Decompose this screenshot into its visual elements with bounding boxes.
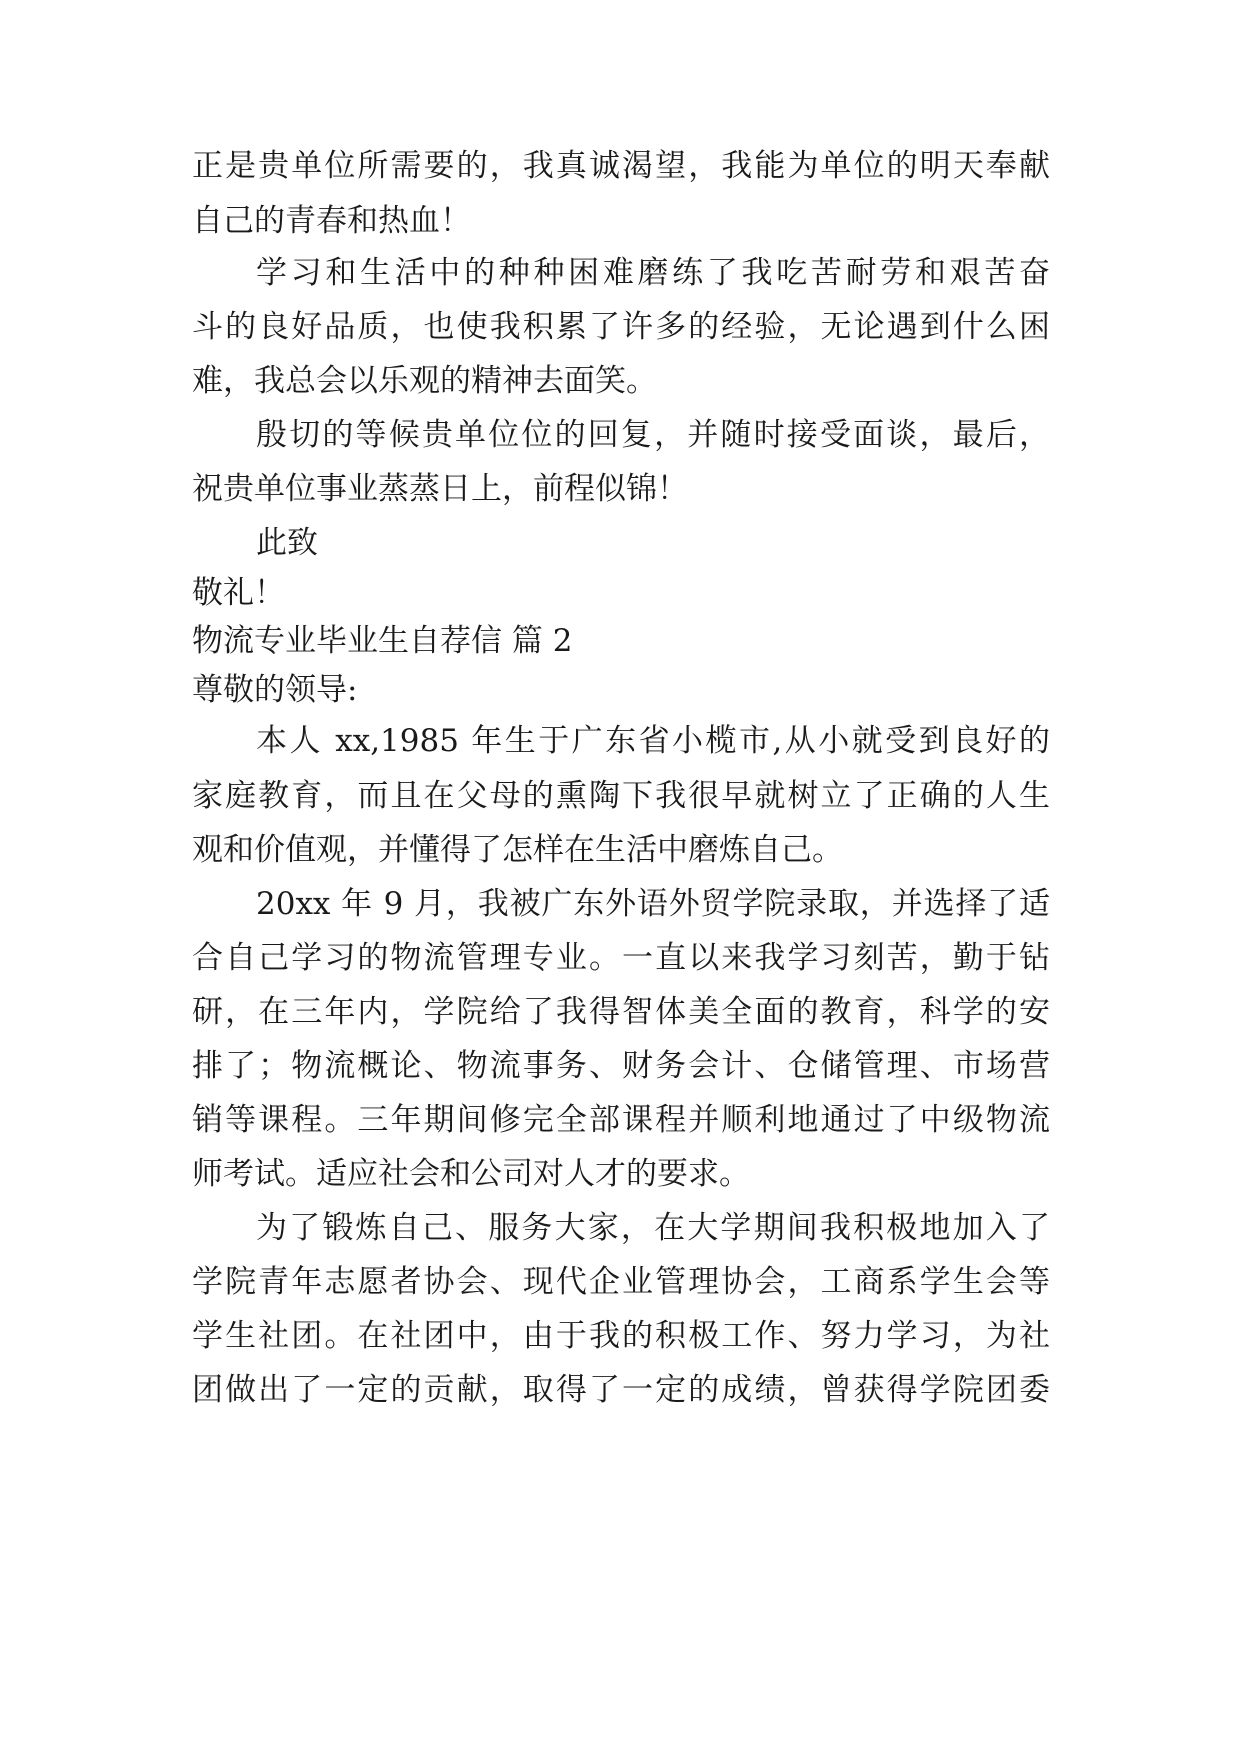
greeting: 尊敬的领导: [192, 672, 358, 708]
body-text-line: 学习和生活中的种种困难磨练了我吃苦耐劳和艰苦奋 [256, 255, 1050, 291]
body-text-line: 研，在三年内，学院给了我得智体美全面的教育，科学的安 [192, 994, 1050, 1030]
body-text-line: 殷切的等候贵单位位的回复，并随时接受面谈，最后， [256, 417, 1050, 453]
body-text-line: 观和价值观，并懂得了怎样在生活中磨炼自己。 [192, 832, 843, 868]
body-text-line: 家庭教育，而且在父母的熏陶下我很早就树立了正确的人生 [192, 778, 1050, 814]
body-text-line: 销等课程。三年期间修完全部课程并顺利地通过了中级物流 [192, 1102, 1050, 1138]
body-text-line: 学院青年志愿者协会、现代企业管理协会，工商系学生会等 [192, 1264, 1050, 1300]
body-text-line: 学生社团。在社团中，由于我的积极工作、努力学习，为社 [192, 1318, 1050, 1354]
body-text-line: 难，我总会以乐观的精神去面笑。 [192, 363, 657, 399]
body-text-line: 20xx 年 9 月，我被广东外语外贸学院录取，并选择了适 [256, 886, 1050, 922]
body-text-line: 祝贵单位事业蒸蒸日上，前程似锦！ [192, 471, 688, 507]
body-text-line: 本人 xx,1985 年生于广东省小榄市,从小就受到良好的 [256, 723, 1050, 759]
body-text-line: 排了；物流概论、物流事务、财务会计、仓储管理、市场营 [192, 1048, 1050, 1084]
body-text-line: 正是贵单位所需要的，我真诚渴望，我能为单位的明天奉献 [192, 148, 1050, 184]
section-heading: 物流专业毕业生自荐信 篇 2 [192, 623, 573, 659]
body-text-line: 师考试。适应社会和公司对人才的要求。 [192, 1156, 750, 1192]
body-text-line: 团做出了一定的贡献，取得了一定的成绩，曾获得学院团委 [192, 1372, 1050, 1408]
closing-regards: 敬礼！ [192, 575, 285, 611]
body-text-line: 合自己学习的物流管理专业。一直以来我学习刻苦，勤于钻 [192, 940, 1050, 976]
body-text-line: 斗的良好品质，也使我积累了许多的经验，无论遇到什么困 [192, 309, 1050, 345]
closing-salutation: 此致 [256, 525, 318, 561]
body-text-line: 自己的青春和热血！ [192, 203, 471, 239]
body-text-line: 为了锻炼自己、服务大家，在大学期间我积极地加入了 [256, 1210, 1050, 1246]
